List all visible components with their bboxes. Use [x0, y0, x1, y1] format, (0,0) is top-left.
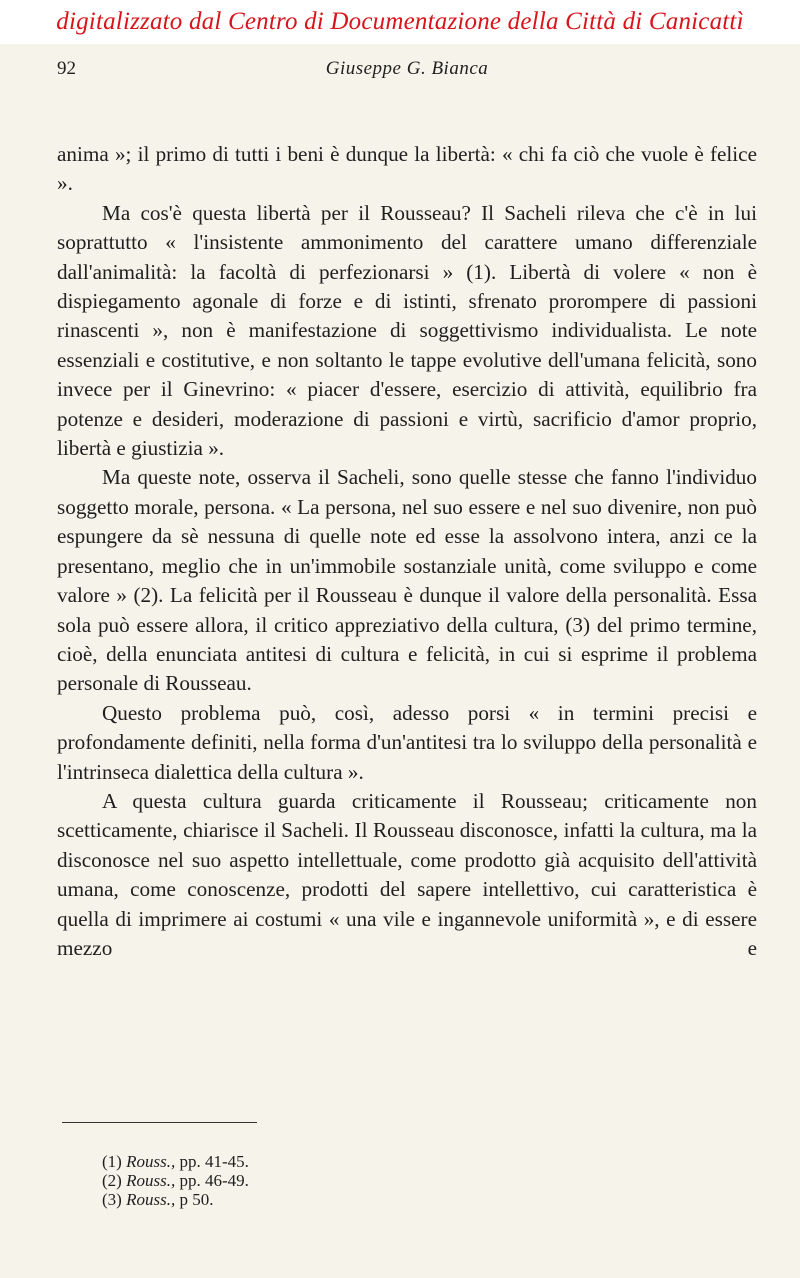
footnote-ref: Rouss., — [126, 1152, 176, 1171]
footnote — [102, 1171, 249, 1190]
footnote-number: (2) — [102, 1171, 122, 1190]
footnote-pages: p 50. — [179, 1190, 214, 1209]
paragraph: Ma queste note, osserva il Sacheli, sono quelle stesse che fanno l'individuo soggetto morale, persona. « La persona, nel suo essere e nel suo divenire, non può espungere da sè nessuna di quelle note ed esse la assolvono intera, anzi ce la presentano, meglio che in un'immobile sostanziale unità, come sviluppo e come valore » (2). La felicità per il Rousseau è dunque il valore della personalità. Essa sola può essere allora, il critico appreziativo della cultura, (3) del primo termine, cioè, della enunciata antitesi di cultura e felicità, in cui si esprime il problema personale di Rousseau. — [57, 465, 757, 696]
body-text — [57, 140, 757, 963]
footnote-rule — [62, 1122, 257, 1123]
paragraph: A questa cultura guarda criticamente il Rousseau; criticamente non scetticamente, chiarisce il Sacheli. Il Rousseau disconosce, infatti la cultura, ma la disconosce nel suo aspetto intellettuale, come prodotto già acquisito dell'attività umana, come conoscenze, prodotti del sapere intellettivo, cui caratteristica è quella di imprimere ai costumi « una vile e ingannevole uniformità », e di essere mezzo e — [57, 788, 757, 960]
paragraph: Questo problema può, così, adesso porsi « in termini precisi e profondamente definiti, nella forma d'un'antitesi tra lo sviluppo della personalità e l'intrinseca dialettica della cultura ». — [57, 700, 757, 784]
footnote-number: (3) — [102, 1190, 122, 1209]
footnote-ref: Rouss., — [126, 1190, 176, 1209]
paragraph: Ma cos'è questa libertà per il Rousseau? Il Sacheli rileva che c'è in lui soprattutto « l'insistente ammonimento del carattere umano differenziale dall'animalità: la facoltà di perfezionarsi » (1). Libertà di volere « non è dispiegamento agonale di forze e di istinti, sfrenato prorompere di passioni rinascenti », non è manifestazione di soggettivismo individualista. Le note essenziali e costitutive, e non soltanto le tappe evolutive dell'umana felicità, sono invece per il Ginevrino: « piacer d'essere, esercizio di attività, equilibrio fra potenze e desideri, moderazione di passioni e virtù, sacrificio d'amor proprio, libertà e giustizia ». — [57, 200, 757, 461]
footnote-pages: pp. 41-45. — [179, 1152, 249, 1171]
footnote — [102, 1152, 249, 1171]
running-head: Giuseppe G. Bianca — [325, 58, 489, 79]
footnote-number: (1) — [102, 1152, 122, 1171]
page-header — [57, 58, 757, 88]
footnote-ref: Rouss., — [126, 1171, 176, 1190]
footnote-pages: pp. 46-49. — [179, 1171, 249, 1190]
paragraph: anima »; il primo di tutti i beni è dunque la libertà: « chi fa ciò che vuole è felice ». — [57, 142, 757, 196]
page-number: 92 — [57, 58, 76, 79]
footnotes — [102, 1152, 249, 1209]
watermark-text: digitalizzato dal Centro di Documentazione della Città di Canicattì — [56, 8, 744, 35]
footnote — [102, 1190, 249, 1209]
watermark-banner — [0, 0, 800, 44]
